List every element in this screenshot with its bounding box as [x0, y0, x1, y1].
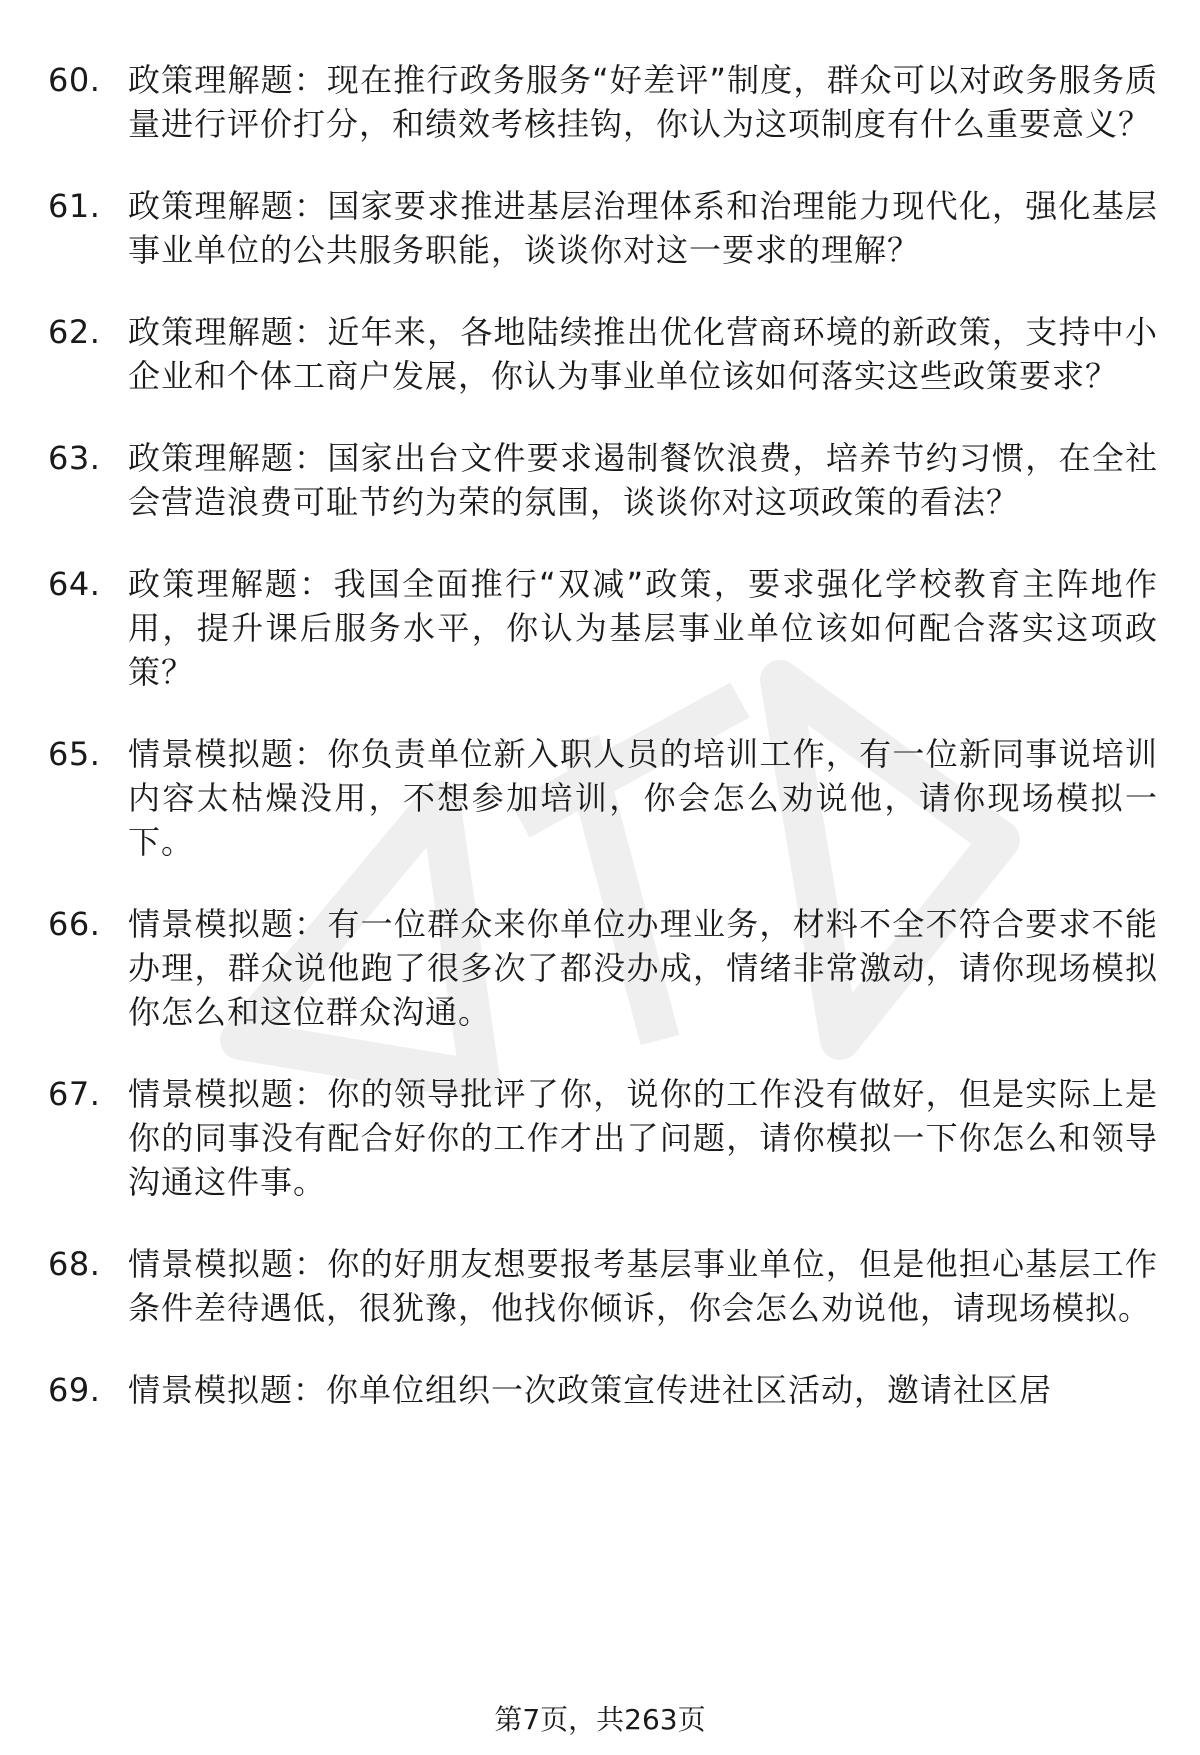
question-number: 65. — [48, 735, 101, 773]
question-text: 情景模拟题：你的领导批评了你，说你的工作没有做好，但是实际上是你的同事没有配合好你的工作才出了问题，请你模拟一下你怎么和领导沟通这件事。 — [128, 1075, 1158, 1201]
question-number: 60. — [48, 61, 101, 99]
question-text: 情景模拟题：你的好朋友想要报考基层事业单位，但是他担心基层工作条件差待遇低，很犹豫，他找你倾诉，你会怎么劝说他，请现场模拟。 — [128, 1245, 1158, 1327]
question-item — [48, 310, 1158, 398]
question-number: 64. — [48, 565, 101, 603]
question-item — [48, 436, 1158, 524]
question-item — [48, 902, 1158, 1034]
question-item — [48, 1242, 1158, 1330]
question-number: 62. — [48, 313, 101, 351]
question-text: 政策理解题：我国全面推行“双减”政策，要求强化学校教育主阵地作用，提升课后服务水平，你认为基层事业单位该如何配合落实这项政策？ — [128, 565, 1158, 691]
question-text: 情景模拟题：你负责单位新入职人员的培训工作，有一位新同事说培训内容太枯燥没用，不想参加培训，你会怎么劝说他，请你现场模拟一下。 — [128, 735, 1158, 861]
question-text: 政策理解题：现在推行政务服务“好差评”制度，群众可以对政务服务质量进行评价打分，和绩效考核挂钩，你认为这项制度有什么重要意义？ — [128, 61, 1158, 143]
question-item — [48, 1368, 1158, 1412]
question-item — [48, 184, 1158, 272]
question-text: 政策理解题：国家要求推进基层治理体系和治理能力现代化，强化基层事业单位的公共服务职能，谈谈你对这一要求的理解？ — [128, 187, 1158, 269]
question-text: 情景模拟题：有一位群众来你单位办理业务，材料不全不符合要求不能办理，群众说他跑了很多次了都没办成，情绪非常激动，请你现场模拟你怎么和这位群众沟通。 — [128, 905, 1158, 1031]
page-footer: 第7页，共263页 — [494, 1703, 706, 1736]
question-number: 61. — [48, 187, 101, 225]
question-item — [48, 58, 1158, 146]
question-number: 67. — [48, 1075, 101, 1113]
question-text: 政策理解题：国家出台文件要求遏制餐饮浪费，培养节约习惯，在全社会营造浪费可耻节约为荣的氛围，谈谈你对这项政策的看法？ — [128, 439, 1158, 521]
question-item — [48, 1072, 1158, 1204]
question-item — [48, 562, 1158, 694]
question-list — [48, 58, 1158, 1450]
question-number: 66. — [48, 905, 101, 943]
question-item — [48, 732, 1158, 864]
question-text: 情景模拟题：你单位组织一次政策宣传进社区活动，邀请社区居 — [128, 1371, 1053, 1409]
question-text: 政策理解题：近年来，各地陆续推出优化营商环境的新政策，支持中小企业和个体工商户发展，你认为事业单位该如何落实这些政策要求？ — [128, 313, 1158, 395]
question-number: 63. — [48, 439, 101, 477]
question-number: 69. — [48, 1371, 101, 1409]
question-number: 68. — [48, 1245, 101, 1283]
